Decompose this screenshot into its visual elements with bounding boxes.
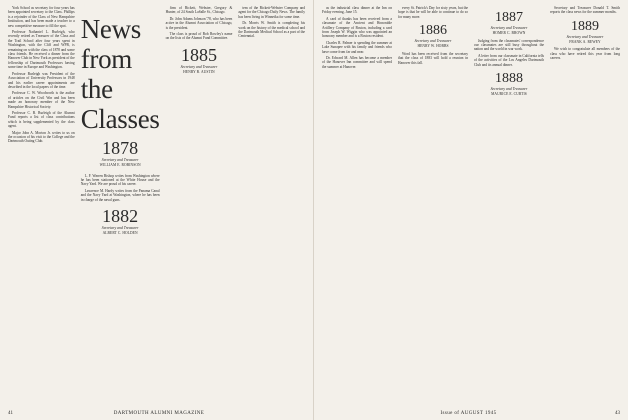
right-column-1 bbox=[322, 6, 392, 398]
left-column-4 bbox=[238, 6, 305, 398]
paragraph: We wish to congratulate all members of the class who have retired this year from long careers. bbox=[550, 47, 620, 61]
paragraph: firm of Bickett, Webster, Gregory & Hunter, of 24 South LaSalle St., Chicago. bbox=[165, 6, 233, 15]
paragraph: Dr. Morris W. Smith is completing his work on the history of the medical school and the Dartmouth Medical School as a part of the Centennial. bbox=[238, 21, 306, 39]
class-block-1885 bbox=[166, 45, 233, 75]
secretary-name: MAURICE E. CURTIS bbox=[491, 92, 527, 97]
title-block bbox=[81, 14, 160, 168]
left-column-2 bbox=[81, 6, 160, 398]
paragraph: L. F. Warren Bishop writes from Washington where he has been stationed at the White House and the Navy Yard. We are proud of his career. bbox=[80, 173, 160, 187]
secretary-name: HENRY B. AUSTIN bbox=[183, 69, 215, 74]
class-year: 1878 bbox=[102, 138, 139, 158]
class-block-1887 bbox=[474, 10, 544, 36]
paragraph: Judging from the classmates' correspondence our classmates are still busy throughout the nation and the world in war work. bbox=[474, 38, 544, 52]
page-title: News from the Classes bbox=[80, 14, 160, 134]
paragraph: Professor C. W. Woodworth is the author of articles on the Civil War and has been made an honorary member of the New Hampshire Historical Society. bbox=[8, 91, 75, 109]
right-column-4 bbox=[550, 6, 620, 398]
class-year: 1882 bbox=[102, 206, 139, 227]
paragraph: as the industrial class dinner at the Inn on Friday evening, June 15. bbox=[322, 6, 392, 15]
secretary-name: HENRY W. HOBBS bbox=[417, 44, 449, 49]
class-block-1888 bbox=[474, 71, 544, 97]
secretary-label: Secretary and Treasurer bbox=[101, 226, 139, 231]
secretary-name: ALBERT C. HOLDEN bbox=[102, 231, 138, 236]
right-page bbox=[314, 0, 628, 420]
paragraph: Dr. Edward M. Allen has become a member of the Hanover Inn committee and will spend the summer at Hanover. bbox=[322, 56, 392, 69]
paragraph: York School as secretary for four years has been appointed secretary to the Class. Phillips is a rejoinder of the Class of New Hampshire Institution, and has been made a teacher to a new competitive measure to fill the spot. bbox=[8, 6, 75, 28]
magazine-name: DARTMOUTH ALUMNI MAGAZINE bbox=[113, 411, 205, 416]
paragraph: Major John A. Morton Jr. writes to us on the occasion of his visit to the College and the Dartmouth Outing Club. bbox=[8, 130, 75, 144]
secretary-name: FRANK A. REWEY bbox=[569, 39, 601, 44]
paragraph: Word has been received from the secretary that the class of 1883 will hold a reunion in Hanover this fall. bbox=[398, 51, 468, 65]
page-number: 41 bbox=[8, 411, 13, 416]
right-column-3 bbox=[474, 6, 544, 398]
paragraph: Dr. John Adams Johnson '78, who has been active in the Alumni Association of Chicago, is the president. bbox=[165, 16, 233, 30]
page-number: 43 bbox=[614, 411, 620, 416]
class-block-1889 bbox=[550, 19, 620, 45]
secretary-label: Secretary and Treasurer bbox=[490, 26, 528, 30]
class-block-1886 bbox=[398, 23, 468, 49]
left-column-3 bbox=[166, 6, 233, 398]
right-column-2 bbox=[398, 6, 468, 398]
paragraph: A card of thanks has been received from a classmate of the Ancient and Honorable Artillery Company of Boston, including a card from Joseph W. Wiggin who was appointed an honorary member and is a Boston resident. bbox=[322, 16, 392, 39]
secretary-name: HOMER C. BROWN bbox=[492, 31, 526, 35]
paragraph: Professor C. B. Burleigh of the Alumni Fund reports a list of class contributions which is being supplemented by the class agent. bbox=[8, 110, 75, 129]
class-year: 1889 bbox=[571, 18, 599, 34]
secretary-label: Secretary and Treasurer bbox=[180, 64, 218, 69]
class-year: 1885 bbox=[180, 44, 217, 65]
paragraph: Professor Burleigh was President of the Association of University Professors in 1948 and his earlier career appointments are described in the local papers of the time. bbox=[8, 71, 75, 89]
class-block-1882 bbox=[81, 206, 160, 236]
paragraph: every St. Patrick's Day for sixty years, but the hope is that he will be able to continue to do so for many more. bbox=[398, 6, 468, 19]
secretary-label: Secretary and Treasurer bbox=[101, 158, 139, 162]
paragraph: A letter from our classmate in California tells of the activities of the Los Angeles Dartmouth Club and its annual dinner. bbox=[474, 53, 544, 67]
paragraph: Professor Nathaniel L. Burleigh, who recently retired as Treasurer of the Class and the Trail School after four years spent in Washington, with the Cliff and WPB, is remaining on with the class of 1878 and some class friends. He received a dinner from the Hanover Club in New York as president of the fellowship of Dartmouth Professors having some time in Europe and Washington. bbox=[8, 30, 75, 70]
right-footer bbox=[322, 411, 620, 417]
class-year: 1886 bbox=[419, 23, 447, 39]
left-footer bbox=[8, 411, 305, 417]
left-column-1 bbox=[8, 6, 75, 398]
class-year: 1887 bbox=[495, 10, 523, 25]
class-year: 1888 bbox=[495, 71, 523, 87]
paragraph: Lawrence M. Hardy writes from the Panama Canal and the Navy Yard at Washington, where he has been in charge of the naval guns. bbox=[80, 188, 160, 202]
secretary-label: Secretary and Treasurer bbox=[566, 34, 604, 39]
secretary-name: WILLIAM E. ROBINSON bbox=[99, 163, 141, 167]
paragraph: The class is proud of Bob Rowley's name on the lists of the Alumni Fund Committee. bbox=[165, 32, 233, 41]
paragraph: tem of the Bickett-Webster Company and agent for the Chicago Daily News. The family has been living in Winnetka for some time. bbox=[238, 6, 306, 19]
paragraph: Secretary and Treasurer Donald T. Smith reports the class news for the summer months. bbox=[550, 6, 620, 15]
paragraph: Charles R. Palmer is spending the summer at Lake Sunapee with his family and friends who have come from far and near. bbox=[322, 40, 392, 54]
secretary-label: Secretary and Treasurer bbox=[490, 87, 528, 92]
issue-date: Issue of AUGUST 1945 bbox=[440, 411, 497, 416]
secretary-label: Secretary and Treasurer bbox=[414, 39, 452, 44]
